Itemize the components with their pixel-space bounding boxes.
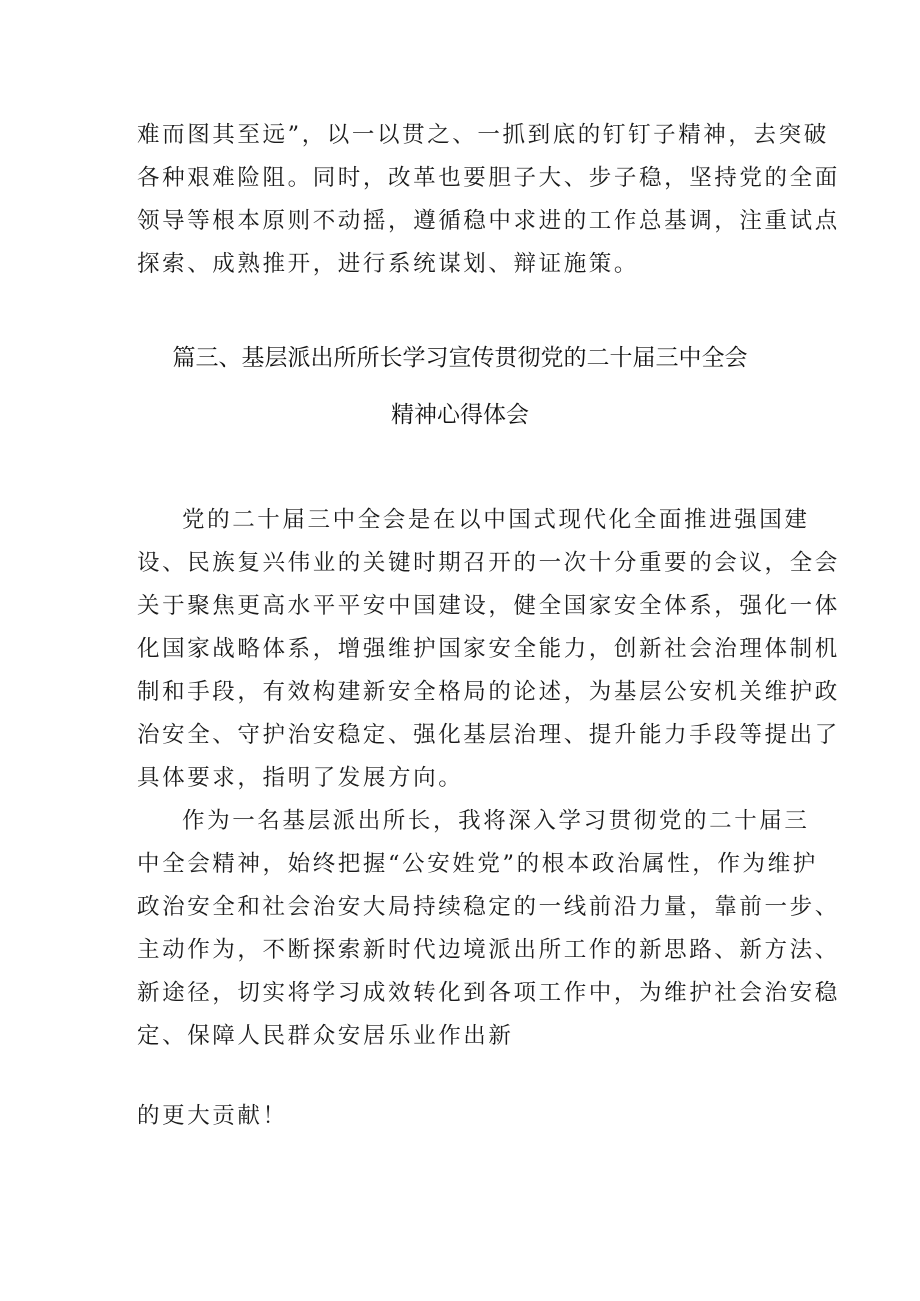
text-line: 难而图其至远”，以一以贯之、一抓到底的钉钉子精神，去突破 — [137, 122, 829, 148]
text-line: 关于聚焦更高水平平安中国建设，健全国家安全体系，强化一体 — [137, 593, 840, 619]
text-line: 制和手段，有效构建新安全格局的论述，为基层公安机关维护政 — [137, 679, 840, 705]
text-line: 设、民族复兴伟业的关键时期召开的一次十分重要的会议，全会 — [137, 550, 840, 576]
closing-fragment: 的更大贡献！ — [137, 1103, 288, 1129]
text-line: 具体要求，指明了发展方向。 — [137, 765, 464, 791]
text-line: 主动作为，不断探索新时代边境派出所工作的新思路、新方法、 — [137, 937, 840, 963]
section-heading-line-2: 精神心得体会 — [391, 402, 529, 428]
text-line: 政治安全和社会治安大局持续稳定的一线前沿力量，靠前一步、 — [137, 894, 840, 920]
text-line: 领导等根本原则不动摇，遵循稳中求进的工作总基调，注重试点 — [137, 208, 840, 234]
text-line: 定、保障人民群众安居乐业作出新 — [137, 1023, 514, 1049]
section-heading-line-1: 篇三、基层派出所所长学习宣传贯彻党的二十届三中全会 — [172, 345, 748, 371]
text-line: 探索、成熟推开，进行系统谋划、辩证施策。 — [137, 251, 640, 277]
text-line: 作为一名基层派出所长，我将深入学习贯彻党的二十届三 — [182, 808, 810, 834]
text-line: 新途径，切实将学习成效转化到各项工作中，为维护社会治安稳 — [137, 980, 840, 1006]
text-line: 治安全、守护治安稳定、强化基层治理、提升能力手段等提出了 — [137, 722, 840, 748]
text-line: 各种艰难险阻。同时，改革也要胆子大、步子稳，坚持党的全面 — [137, 165, 840, 191]
text-line: 中全会精神，始终把握“公安姓党”的根本政治属性，作为维护 — [137, 851, 818, 877]
text-line: 党的二十届三中全会是在以中国式现代化全面推进强国建 — [182, 507, 810, 533]
text-line: 化国家战略体系，增强维护国家安全能力，创新社会治理体制机 — [137, 636, 840, 662]
